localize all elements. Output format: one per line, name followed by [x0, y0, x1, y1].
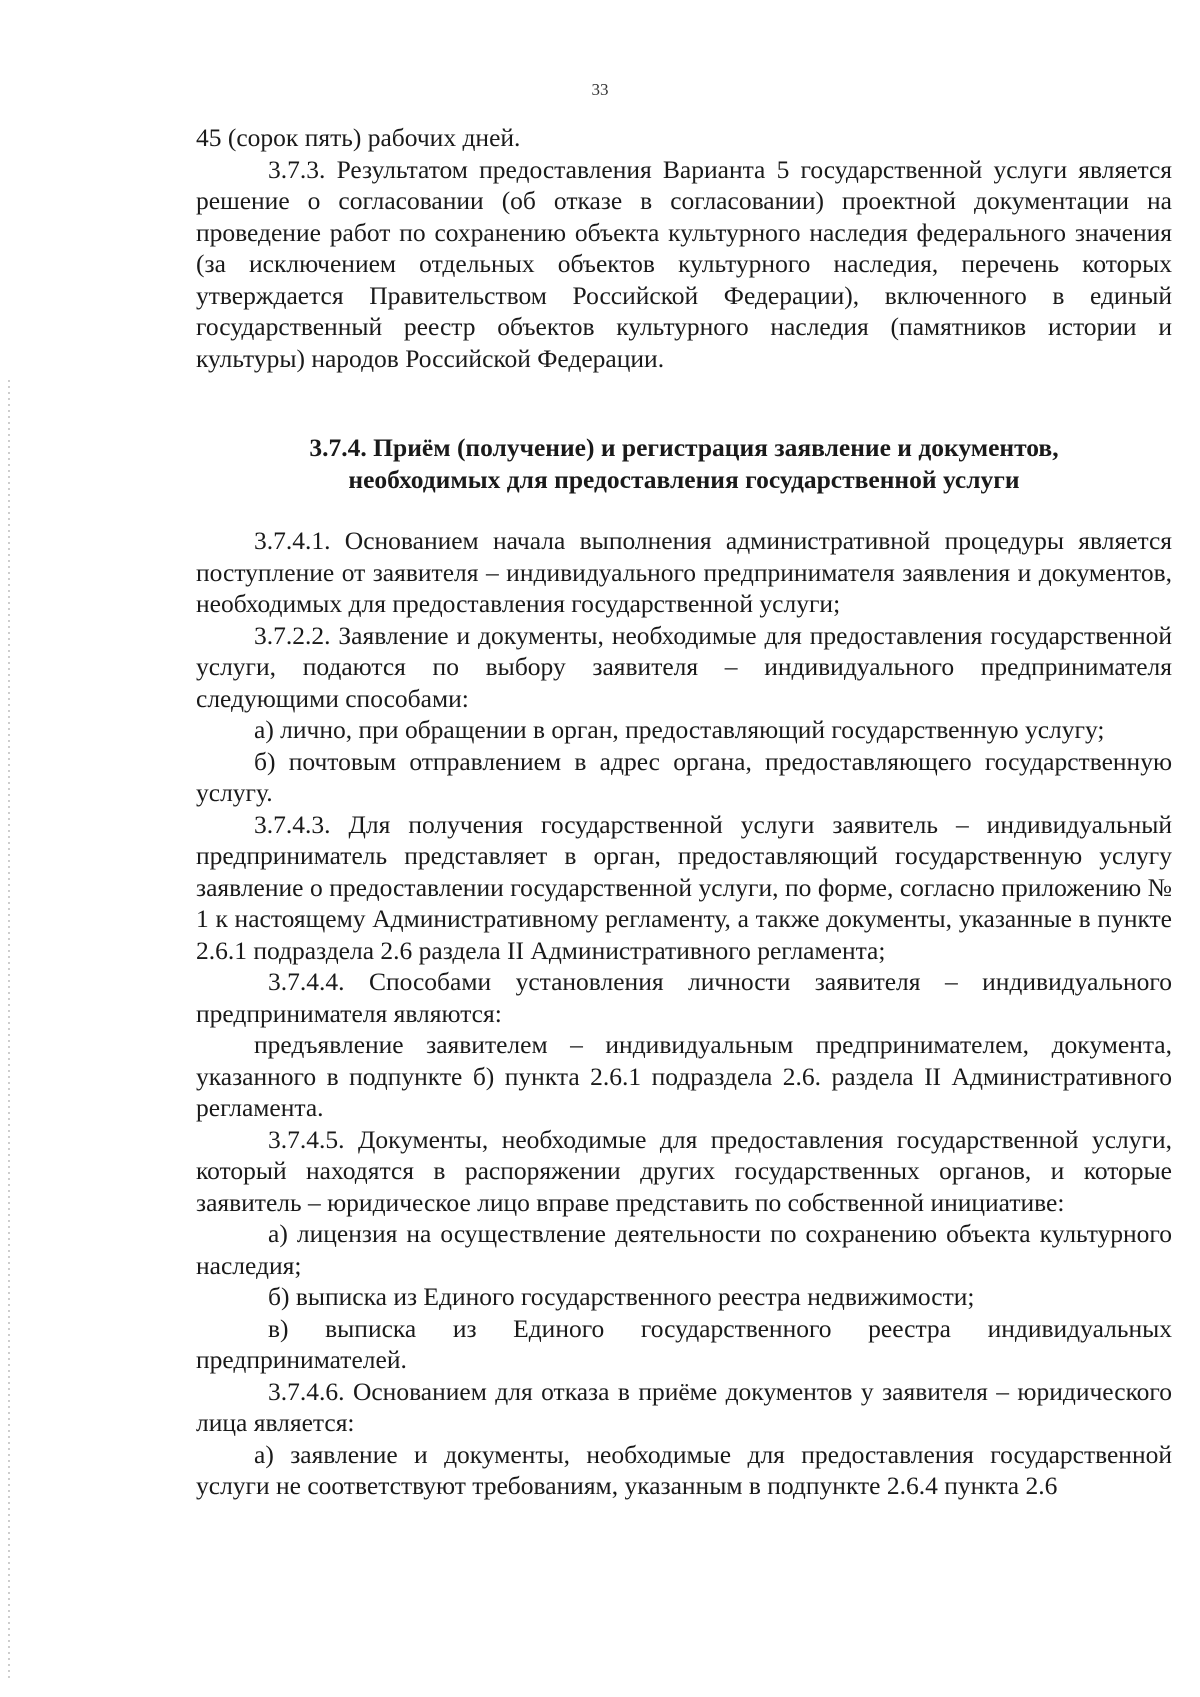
scan-edge-artifact	[8, 380, 10, 1680]
list-item-b: б) почтовым отправлением в адрес органа, предоставляющего государственную услугу.	[196, 746, 1172, 807]
paragraph-3-7-4-3: 3.7.4.3. Для получения государственной услуги заявитель – индивидуальный предприниматель представляет в орган, предоставляющий государственную услугу заявление о предоставлении государственной услуги, по форме, согласно приложению № 1 к настоящему Административному регламенту, а также документы, указанные в пункте 2.6.1 подраздела 2.6 раздела II Административного регламента;	[196, 809, 1172, 965]
paragraph-3-7-4-1: 3.7.4.1. Основанием начала выполнения административной процедуры является поступление от заявителя – индивидуального предпринимателя заявления и документов, необходимых для предоставления государственной услуги;	[196, 526, 1172, 618]
section-heading	[196, 432, 1172, 495]
section-heading-line1: 3.7.4. Приём (получение) и регистрация заявление и документов,	[309, 433, 1059, 462]
list-item-license: а) лицензия на осуществление деятельности по сохранению объекта культурного наследия;	[196, 1219, 1172, 1280]
paragraph-3-7-4-6: 3.7.4.6. Основанием для отказа в приёме документов у заявителя – юридического лица является:	[196, 1376, 1172, 1437]
list-item-real-estate-extract: б) выписка из Единого государственного реестра недвижимости;	[268, 1282, 975, 1311]
paragraph-3-7-4-5: 3.7.4.5. Документы, необходимые для предоставления государственной услуги, который находятся в распоряжении других государственных органов, и которые заявитель – юридическое лицо вправе представить по собственной инициативе:	[196, 1124, 1172, 1217]
paragraph-3-7-2-2: 3.7.2.2. Заявление и документы, необходимые для предоставления государственной услуги, подаются по выбору заявителя – индивидуального предпринимателя следующими способами:	[196, 620, 1172, 713]
paragraph-carryover: 45 (сорок пять) рабочих дней.	[196, 123, 521, 152]
page-number: 33	[591, 80, 609, 99]
list-item-refusal-a: а) заявление и документы, необходимые для предоставления государственной услуги не соответствуют требованиям, указанным в подпункте 2.6.4 пункта 2.6	[196, 1439, 1172, 1500]
list-item-entrepreneur-extract: в) выписка из Единого государственного реестра индивидуальных предпринимателей.	[196, 1313, 1172, 1374]
section-heading-line2: необходимых для предоставления государственной услуги	[348, 464, 1020, 494]
list-item-a: а) лично, при обращении в орган, предоставляющий государственную услугу;	[254, 715, 1105, 744]
paragraph-3-7-3: 3.7.3. Результатом предоставления Варианта 5 государственной услуги является решение о согласовании (об отказе в согласовании) проектной документации на проведение работ по сохранению объекта культурного наследия федерального значения (за исключением отдельных объектов культурного наследия, перечень которых утверждается Правительством Российской Федерации), включенного в единый государственный реестр объектов культурного наследия (памятников истории и культуры) народов Российской Федерации.	[196, 154, 1172, 373]
paragraph-3-7-4-4: 3.7.4.4. Способами установления личности заявителя – индивидуального предпринимателя являются:	[196, 967, 1172, 1028]
document-body	[196, 122, 1172, 1502]
paragraph-identity-document: предъявление заявителем – индивидуальным предпринимателем, документа, указанного в подпункте б) пункта 2.6.1 подраздела 2.6. раздела II Административного регламента.	[196, 1030, 1172, 1122]
